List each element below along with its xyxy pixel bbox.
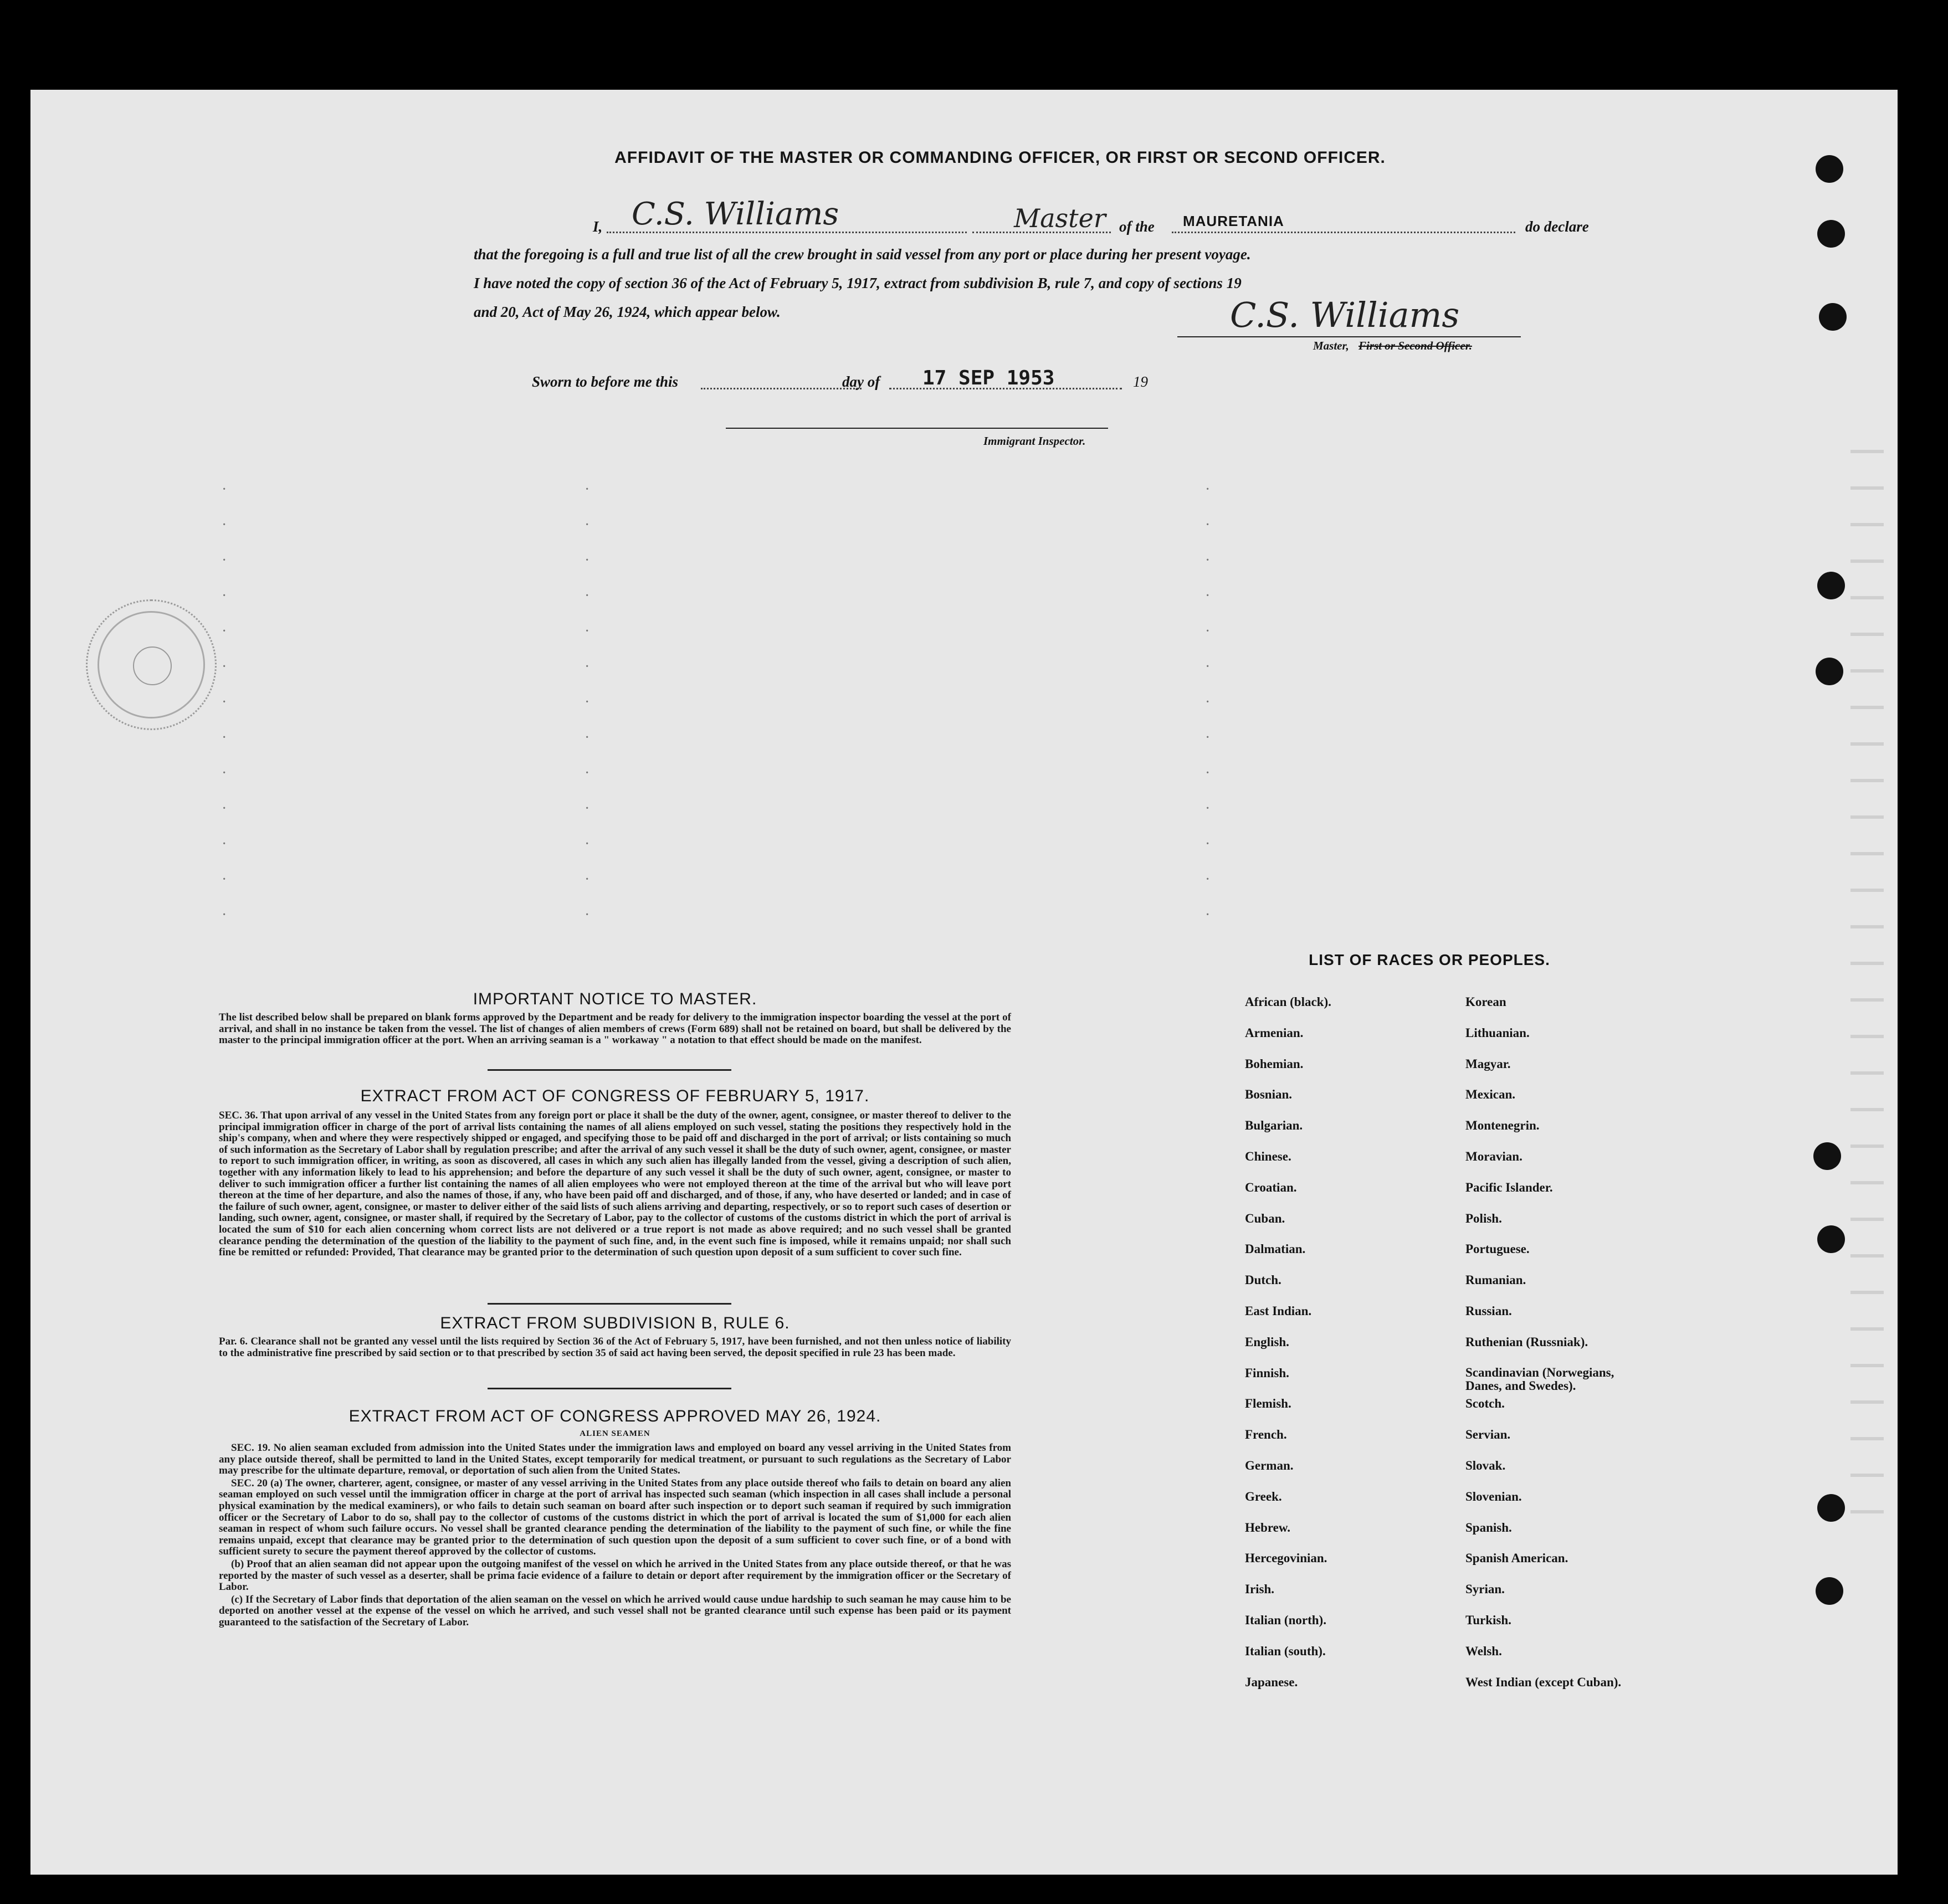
punch-hole — [1817, 1225, 1845, 1253]
document-page — [30, 90, 1898, 1875]
race-item: Scandinavian (Norwegians, Danes, and Swedes). — [1465, 1365, 1614, 1393]
race-item: Spanish. — [1465, 1520, 1512, 1535]
year-prefix: 19 — [1133, 373, 1148, 390]
signature-line — [1177, 336, 1521, 337]
master-name-handwritten: C.S. Williams — [632, 196, 839, 232]
race-item: Portuguese. — [1465, 1242, 1530, 1256]
master-signature: C.S. Williams — [1230, 295, 1460, 335]
race-item: Hercegovinian. — [1245, 1551, 1327, 1566]
race-item: Japanese. — [1245, 1675, 1298, 1689]
race-item: Slovenian. — [1465, 1489, 1522, 1503]
race-item: West Indian (except Cuban). — [1465, 1675, 1622, 1689]
race-item: Moravian. — [1465, 1149, 1522, 1163]
race-item: German. — [1245, 1458, 1294, 1472]
affidavit-line-2: I have noted the copy of section 36 of the Act of February 5, 1917, extract from subdivision B, rule 7, and copy of sections 19 — [474, 275, 1242, 291]
extract-1917-text: SEC. 36. That upon arrival of any vessel in the United States from any foreign port or place it shall be the duty of the owner, agent, consignee, or master thereof to deliver to the principal immigration officer in charge of the port of arrival lists containing the names of all aliens employed on such vessel, stating the positions they respectively hold in the ship's company, when and where they were respectively shipped or engaged, and specifying those to be paid off and discharged in the port of arrival; or lists containing so much of such information as the Secretary of Labor shall by regulation prescribe; and after the arrival of any such vessel it shall be the duty of such owner, agent, consignee, or master to report to such immigration officer, in writing, as soon as discovered, all cases in which any such alien has illegally landed from the vessel, giving a description of such alien, together with any information likely to lead to his apprehension; and before the departure of any such vessel it shall be the duty of such owner, agent, consignee, or master to deliver to such immigration officer a further list containing the names of all alien employees who were not employed thereon at the time of the arrival but who will leave port thereon at the time of her departure, and also the names of those, if any, who have been paid off and discharged, and of those, if any, who have deserted or landed; and in case of the failure of such owner, agent, consignee, or master to deliver either of the said lists of such aliens arriving and departing, respectively, or so to report such cases of desertion or landing, such owner, agent, consignee, or master shall, if required by the Secretary of Labor, pay to the collector of customs of the customs district in which the port of arrival is located the sum of $10 for each alien concerning whom correct lists are not delivered or a true report is not made as above required; and no such vessel shall be granted clearance pending the determination of the question of the liability to the payment of such fine, and, in the event such fine is imposed, while it remains unpaid; nor shall such fine be remitted or refunded: Provided, That clearance may be granted prior to the determination of such question upon deposit of a sum sufficient to cover such fine. — [219, 1110, 1011, 1259]
bleed-through-dots: · · · · · · · · · · · · · — [222, 481, 233, 923]
punch-hole — [1816, 1577, 1843, 1605]
race-item: Flemish. — [1245, 1397, 1291, 1411]
official-seal-stamp — [86, 599, 217, 730]
race-item: Dalmatian. — [1245, 1242, 1306, 1256]
race-item: Polish. — [1465, 1211, 1502, 1225]
divider-1 — [488, 1069, 731, 1071]
bleed-through-dots: · · · · · · · · · · · · · — [1205, 481, 1216, 923]
sworn-day-line — [701, 388, 862, 389]
race-item: Greek. — [1245, 1489, 1282, 1503]
affidavit-i-label: I, — [593, 218, 603, 235]
race-item: Bosnian. — [1245, 1087, 1293, 1102]
race-item: Welsh. — [1465, 1644, 1502, 1658]
vessel-field-line — [1172, 232, 1515, 233]
punch-hole — [1817, 220, 1845, 248]
race-item: Mexican. — [1465, 1087, 1516, 1102]
inspector-line — [726, 428, 1108, 429]
divider-2 — [488, 1303, 731, 1305]
day-of-text: day of — [842, 373, 880, 390]
punch-hole — [1813, 1142, 1841, 1170]
races-title: LIST OF RACES OR PEOPLES. — [1309, 951, 1550, 968]
race-item: Italian (south). — [1245, 1644, 1326, 1658]
race-item: Croatian. — [1245, 1180, 1297, 1194]
race-item: Montenegrin. — [1465, 1118, 1540, 1133]
race-item: French. — [1245, 1428, 1287, 1442]
race-item: Korean — [1465, 995, 1506, 1009]
sec-19-paragraph: SEC. 19. No alien seaman excluded from admission into the United States under the immigration laws and employed on board any vessel arriving in the United States from any place outside thereof, shall be permitted to land in the United States, except temporarily for medical treatment, or pursuant to such regulations as the Secretary of Labor may prescribe for the ultimate departure, removal, or deportation of such alien from the United States. — [219, 1442, 1011, 1477]
race-item: Pacific Islander. — [1465, 1180, 1553, 1194]
rank-field-line — [972, 232, 1111, 233]
race-item: Magyar. — [1465, 1056, 1511, 1071]
race-item: Lithuanian. — [1465, 1025, 1530, 1040]
race-item: Cuban. — [1245, 1211, 1285, 1225]
race-item: Servian. — [1465, 1428, 1511, 1442]
sec-20c-paragraph: (c) If the Secretary of Labor finds that deportation of the alien seaman on the vessel on which he arrived would cause undue hardship to such seaman he may cause him to be deported on another vessel at the expense of the vessel on which he arrived, and such vessel shall not be granted clearance until such expense has been paid or its payment guaranteed to the satisfaction of the Secretary of Labor. — [219, 1593, 1011, 1628]
rule6-title: EXTRACT FROM SUBDIVISION B, RULE 6. — [440, 1314, 790, 1332]
punch-hole — [1817, 572, 1845, 599]
sec-20a-paragraph: SEC. 20 (a) The owner, charterer, agent, consignee, or master of any vessel arriving in the United States from any place outside thereof who fails to detain on board any alien seaman employed on such vessel until the immigration officer in charge at the port of arrival has inspected such seaman (which inspection in all cases shall include a personal physical examination by the medical examiners), or who fails to detain such seaman on board after such inspection or to deport such seaman if required by such immigration officer or the Secretary of Labor to do so, shall pay to the collector of customs of the customs district in which the port of arrival is located the sum of $1,000 for each alien seaman in respect of whom such failure occurs. No vessel shall be granted clearance pending the determination of the liability to the payment of such fine, or while the fine remains unpaid, except that clearance may be granted prior to the determination of such question upon the deposit of a sum sufficient to cover such fine, or of a bond with sufficient surety to secure the payment thereof approved by the collector of customs. — [219, 1477, 1011, 1558]
race-item: Dutch. — [1245, 1273, 1281, 1287]
race-item: Syrian. — [1465, 1582, 1505, 1597]
race-item: Rumanian. — [1465, 1273, 1526, 1287]
divider-3 — [488, 1388, 731, 1389]
race-item: Armenian. — [1245, 1025, 1304, 1040]
sworn-text: Sworn to before me this — [532, 373, 679, 390]
race-item: East Indian. — [1245, 1303, 1312, 1318]
affidavit-line-1: that the foregoing is a full and true list of all the crew brought in said vessel from any port or place during her present voyage. — [474, 246, 1251, 263]
seal-emblem — [133, 646, 172, 685]
of-the-text: of the — [1119, 218, 1155, 235]
race-item: Bulgarian. — [1245, 1118, 1303, 1133]
do-declare-text: do declare — [1525, 218, 1589, 235]
race-item: Bohemian. — [1245, 1056, 1304, 1071]
races-column-1 — [1245, 995, 1444, 1706]
race-item: African (black). — [1245, 995, 1331, 1009]
affidavit-title: AFFIDAVIT OF THE MASTER OR COMMANDING OFFICER, OR FIRST OR SECOND OFFICER. — [614, 148, 1386, 167]
extract-1924-title: EXTRACT FROM ACT OF CONGRESS APPROVED MAY 26, 1924. — [348, 1407, 881, 1425]
extract-1924-subtitle: ALIEN SEAMEN — [580, 1429, 650, 1438]
rank-handwritten: Master — [1014, 203, 1106, 233]
race-item: Spanish American. — [1465, 1551, 1568, 1566]
affidavit-line-3: and 20, Act of May 26, 1924, which appear below. — [474, 304, 781, 320]
race-item: Irish. — [1245, 1582, 1275, 1597]
race-item: Italian (north). — [1245, 1613, 1326, 1627]
signer-title-struck: First or Second Officer. — [1359, 339, 1472, 352]
race-item: Chinese. — [1245, 1149, 1291, 1163]
right-edge-bleed-through — [1850, 422, 1884, 1530]
race-item: Scotch. — [1465, 1397, 1505, 1411]
race-item: Turkish. — [1465, 1613, 1511, 1627]
bleed-through-dots: · · · · · · · · · · · · · — [585, 481, 596, 923]
extract-1917-title: EXTRACT FROM ACT OF CONGRESS OF FEBRUARY 5, 1917. — [360, 1087, 870, 1105]
punch-hole — [1817, 1494, 1845, 1522]
race-item: Hebrew. — [1245, 1520, 1290, 1535]
race-item: Finnish. — [1245, 1366, 1289, 1380]
punch-hole — [1816, 658, 1843, 685]
race-item: Ruthenian (Russniak). — [1465, 1335, 1588, 1349]
vessel-name: MAURETANIA — [1183, 213, 1284, 229]
inspector-label: Immigrant Inspector. — [983, 434, 1086, 448]
punch-hole — [1819, 303, 1847, 331]
races-column-2 — [1465, 995, 1665, 1706]
notice-text: The list described below shall be prepared on blank forms approved by the Department and be ready for delivery to the immigration inspector boarding the vessel at the port of arrival, and shall in no instance be taken from the vessel. The list of changes of alien members of crews (Form 689) shall not be retained on board, but shall be delivered by the master to the principal immigration officer at the port. When an arriving seaman is a " workaway " a notation to that effect should be made on the manifest. — [219, 1012, 1011, 1046]
notice-title: IMPORTANT NOTICE TO MASTER. — [473, 990, 757, 1008]
race-item: Slovak. — [1465, 1458, 1506, 1472]
punch-hole — [1816, 155, 1843, 183]
date-stamp: 17 SEP 1953 — [922, 367, 1055, 389]
extract-1924-body — [219, 1443, 1011, 1630]
sec-20b-paragraph: (b) Proof that an alien seaman did not appear upon the outgoing manifest of the vessel on which he arrived in the United States from any place outside thereof, or that he was reported by the master of such vessel as a deserter, shall be prima facie evidence of a failure to detain or deport after requirement by the immigration officer or the Secretary of Labor. — [219, 1558, 1011, 1593]
race-item: Russian. — [1465, 1303, 1512, 1318]
race-item: English. — [1245, 1335, 1289, 1349]
rule6-text: Par. 6. Clearance shall not be granted any vessel until the lists required by Section 36 of the Act of February 5, 1917, have been furnished, and not then unless notice of liability to the administrative fine prescribed by said section or to that prescribed by section 35 of said act having been served, the deposit specified in rule 23 has been made. — [219, 1336, 1011, 1359]
signer-title-master: Master, — [1313, 339, 1349, 352]
